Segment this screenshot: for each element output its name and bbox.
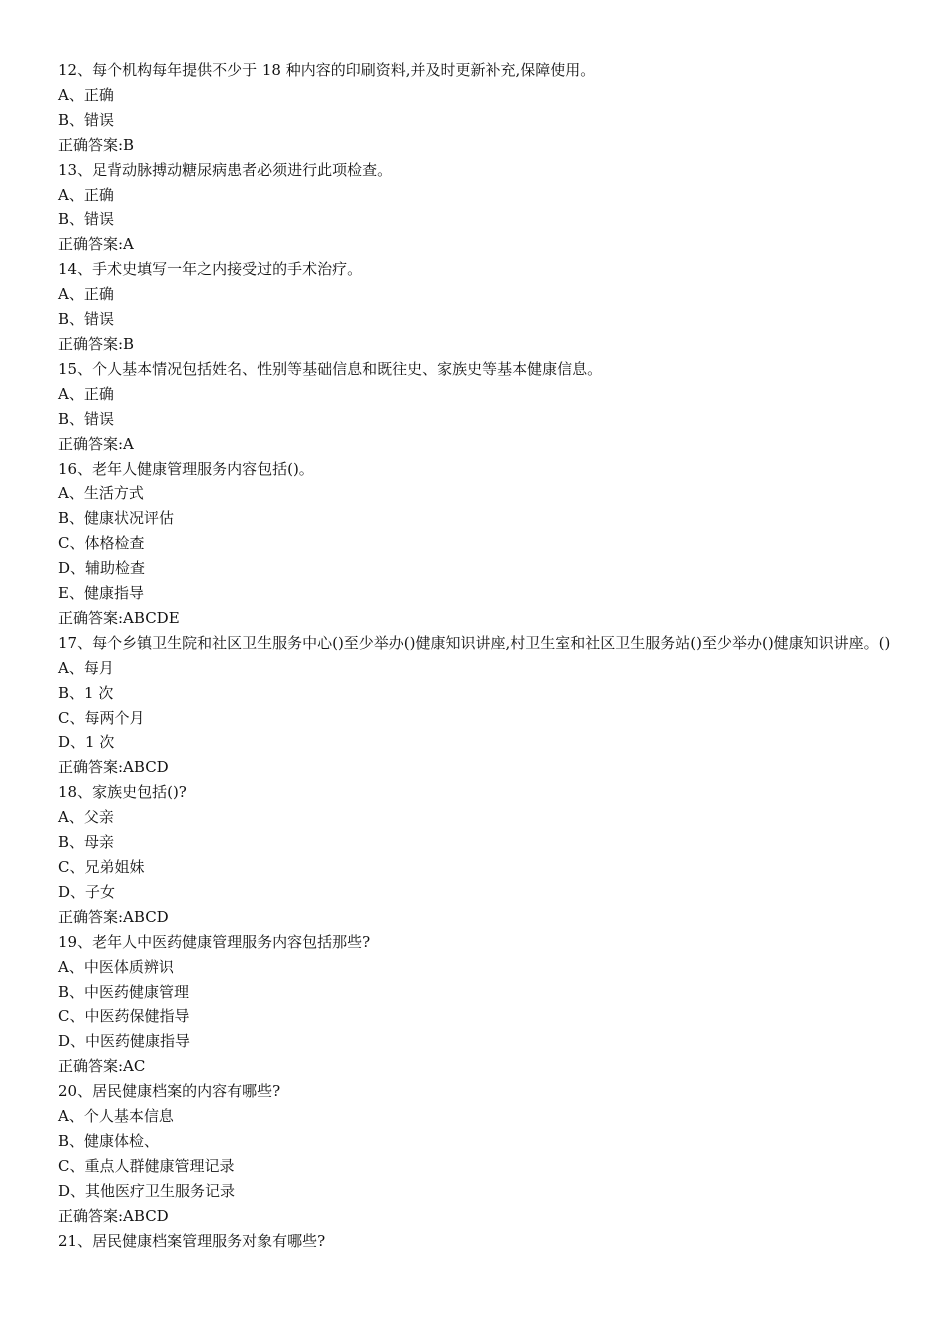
correct-answer: 正确答案:ABCD [58, 758, 169, 777]
answer-option: D、子女 [58, 882, 116, 901]
correct-answer: 正确答案:ABCD [58, 1206, 169, 1225]
question-stem: 17、每个乡镇卫生院和社区卫生服务中心()至少举办()健康知识讲座,村卫生室和社区卫生服务站()至少举办()健康知识讲座。() [58, 633, 891, 652]
question-block [58, 58, 896, 158]
question-block [58, 257, 896, 357]
question-block [58, 158, 896, 258]
answer-option: A、父亲 [58, 808, 114, 827]
answer-option: D、中医药健康指导 [58, 1032, 191, 1051]
answer-option: A、中医体质辨识 [58, 957, 174, 976]
question-block [58, 1229, 896, 1254]
answer-option: D、辅助检查 [58, 559, 146, 578]
question-block [58, 780, 896, 929]
question-block [58, 1079, 896, 1228]
question-stem: 20、居民健康档案的内容有哪些? [58, 1082, 281, 1101]
answer-option: A、正确 [58, 384, 114, 403]
answer-option: E、健康指导 [58, 584, 144, 603]
answer-option: A、生活方式 [58, 484, 144, 503]
correct-answer: 正确答案:AC [58, 1057, 146, 1076]
question-stem: 19、老年人中医药健康管理服务内容包括那些? [58, 932, 371, 951]
answer-option: C、重点人群健康管理记录 [58, 1156, 235, 1175]
answer-option: D、其他医疗卫生服务记录 [58, 1181, 236, 1200]
question-stem: 14、手术史填写一年之内接受过的手术治疗。 [58, 260, 363, 279]
question-block [58, 357, 896, 457]
correct-answer: 正确答案:A [58, 235, 134, 254]
question-stem: 12、每个机构每年提供不少于 18 种内容的印刷资料,并及时更新补充,保障使用。 [58, 61, 596, 79]
answer-option: B、错误 [58, 310, 115, 329]
correct-answer: 正确答案:ABCDE [58, 608, 180, 627]
answer-option: B、错误 [58, 210, 115, 229]
answer-option: A、正确 [58, 185, 114, 204]
document-body [58, 58, 896, 1254]
answer-option: A、正确 [58, 285, 114, 304]
answer-option: A、正确 [58, 85, 114, 104]
answer-option: B、错误 [58, 409, 115, 428]
answer-option: C、每两个月 [58, 708, 145, 727]
question-block [58, 631, 896, 780]
question-stem: 18、家族史包括()? [58, 783, 187, 802]
answer-option: D、1 次 [58, 733, 115, 752]
answer-option: B、中医药健康管理 [58, 982, 190, 1001]
question-block [58, 930, 896, 1079]
answer-option: C、兄弟姐妹 [58, 858, 145, 876]
question-stem: 21、居民健康档案管理服务对象有哪些? [58, 1231, 326, 1250]
question-stem: 13、足背动脉搏动糖尿病患者必须进行此项检查。 [58, 160, 393, 179]
correct-answer: 正确答案:ABCD [58, 907, 169, 926]
answer-option: C、体格检查 [58, 534, 145, 553]
question-block [58, 457, 896, 631]
answer-option: A、个人基本信息 [58, 1107, 174, 1126]
answer-option: B、健康状况评估 [58, 509, 175, 528]
answer-option: A、每月 [58, 658, 114, 677]
answer-option: C、中医药保健指导 [58, 1007, 190, 1026]
question-stem: 15、个人基本情况包括姓名、性别等基础信息和既往史、家族史等基本健康信息。 [58, 359, 603, 378]
question-stem: 16、老年人健康管理服务内容包括()。 [58, 459, 314, 478]
answer-option: B、母亲 [58, 833, 115, 852]
answer-option: B、健康体检、 [58, 1131, 160, 1150]
answer-option: B、1 次 [58, 683, 114, 702]
correct-answer: 正确答案:B [58, 135, 135, 154]
correct-answer: 正确答案:B [58, 334, 135, 353]
correct-answer: 正确答案:A [58, 434, 134, 453]
answer-option: B、错误 [58, 110, 115, 129]
